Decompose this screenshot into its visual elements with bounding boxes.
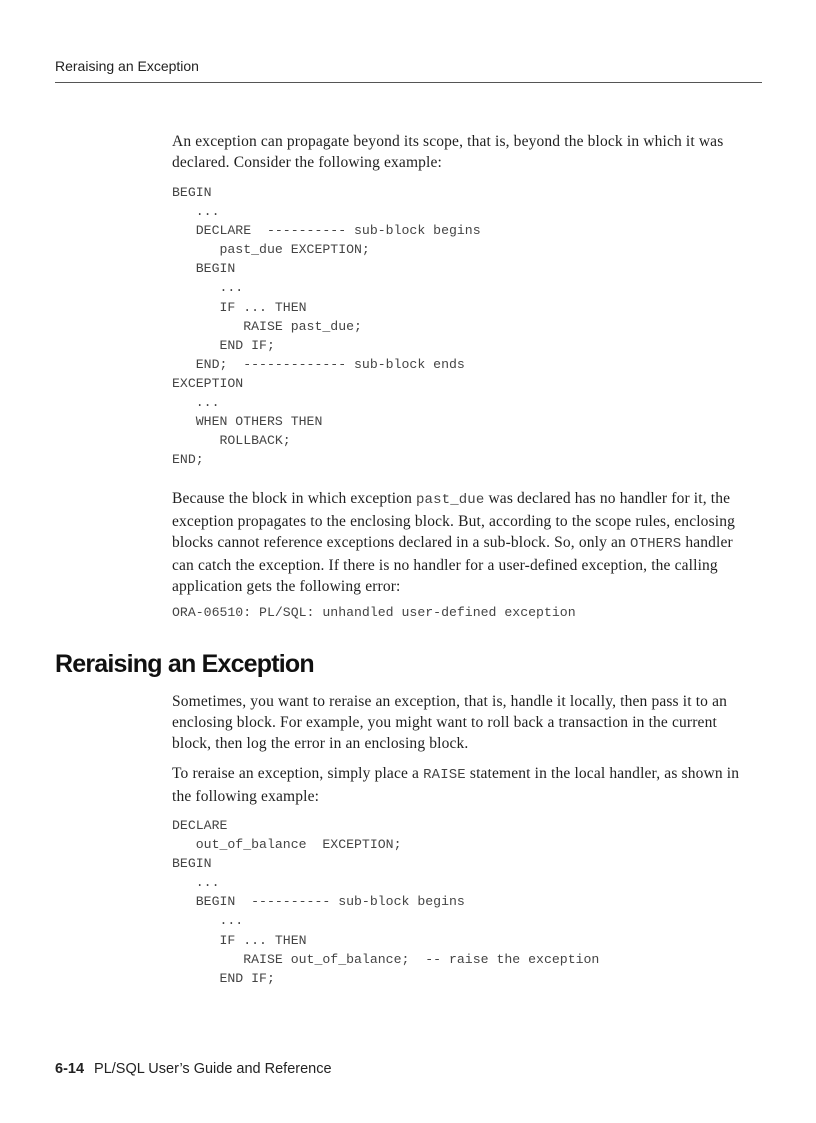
section-heading: Reraising an Exception	[55, 650, 314, 678]
page-number: 6-14	[55, 1061, 85, 1077]
explanation-paragraph	[172, 488, 752, 597]
header-divider	[55, 82, 762, 83]
inline-code-past-due: past_due	[416, 492, 485, 508]
page-footer	[55, 1061, 332, 1077]
reraise-intro-paragraph: Sometimes, you want to reraise an exception, that is, handle it locally, then pass it to an enclosing block. For example, you might want to roll back a transaction in the current block, then log the error in an enclosing block.	[172, 693, 728, 752]
explanation-text-3: handler can catch the exception. If there is no handler for a user-defined exception, the calling application gets the following error:	[172, 534, 733, 595]
book-title: PL/SQL User’s Guide and Reference	[94, 1061, 332, 1077]
inline-code-raise: RAISE	[423, 767, 466, 783]
error-message-code: ORA-06510: PL/SQL: unhandled user-defined exception	[172, 605, 576, 620]
inline-code-others: OTHERS	[629, 536, 682, 552]
code-block-reraise-example: DECLARE out_of_balance EXCEPTION; BEGIN ... BEGIN ---------- sub-block begins ... IF ... THEN RAISE out_of_balance; -- raise the exception END IF;	[172, 818, 600, 986]
reraise-text-2: statement in the local handler, as shown in the following example:	[172, 765, 740, 805]
reraise-instruction-paragraph	[172, 763, 752, 807]
intro-paragraph: An exception can propagate beyond its scope, that is, beyond the block in which it was declared. Consider the following example:	[172, 133, 724, 171]
explanation-text-2: was declared has no handler for it, the exception propagates to the enclosing block. But, according to the scope rules, enclosing blocks cannot reference exceptions declared in a sub-block. So, only an	[172, 490, 736, 551]
running-header-title: Reraising an Exception	[55, 58, 199, 74]
reraise-text-1: To reraise an exception, simply place a	[172, 765, 424, 782]
code-block-propagation-example: BEGIN ... DECLARE ---------- sub-block begins past_due EXCEPTION; BEGIN ... IF ... THEN RAISE past_due; END IF; END; ------------- sub-block ends EXCEPTION ... WHEN OTHERS THEN ROLLBACK; END;	[172, 185, 481, 468]
explanation-text-1: Because the block in which exception	[172, 490, 416, 507]
